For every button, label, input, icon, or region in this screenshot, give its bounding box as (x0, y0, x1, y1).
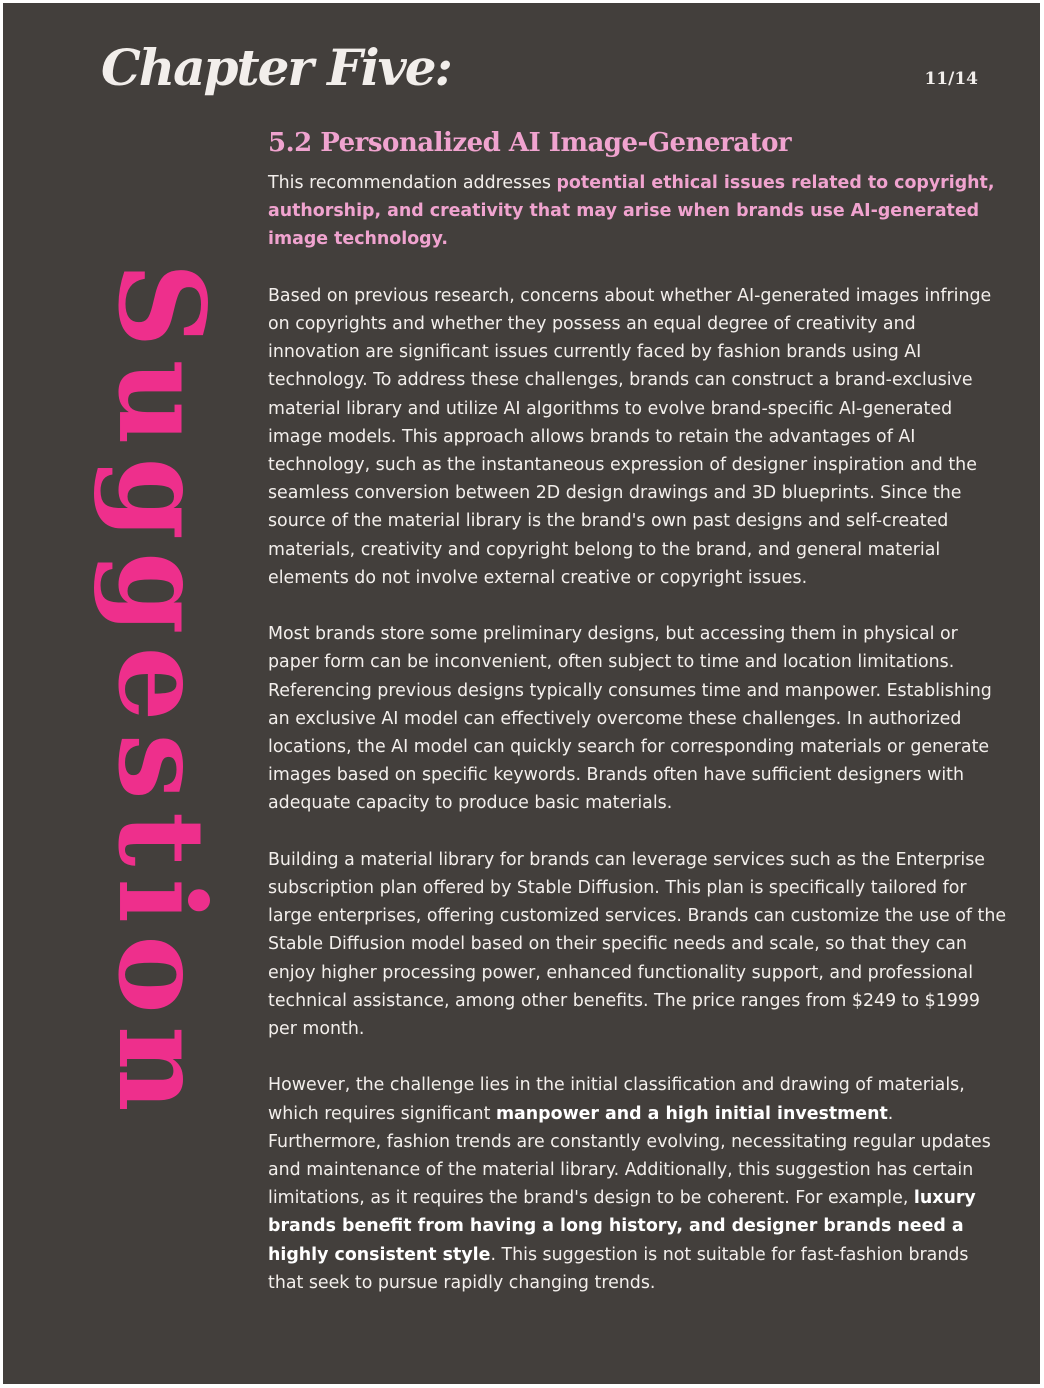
challenges-text-3: . This suggestion is not suitable for fast-fashion brands that seek to pursue rapidly changing trends. (268, 1244, 969, 1293)
challenges-text-2: . Furthermore, fashion trends are constantly evolving, necessitating regular updates and maintenance of the material library. Additionally, this suggestion has certain limitations, as it requires the brand's design to be coherent. For example, (268, 1103, 991, 1209)
intro-paragraph (268, 169, 1008, 254)
challenges-text-1: However, the challenge lies in the initial classification and drawing of materials, which requires significant (268, 1075, 965, 1124)
vertical-section-word: Suggestion (92, 262, 231, 1124)
intro-highlight: potential ethical issues related to copyright, authorship, and creativity that may arise when brands use AI-generated image technology. (268, 173, 995, 250)
intro-text: This recommendation addresses (268, 173, 557, 193)
challenges-bold-1: manpower and a high initial investment (495, 1103, 888, 1124)
paragraph-material-library: Building a material library for brands can leverage services such as the Enterprise subscription plan offered by Stable Diffusion. This plan is specifically tailored for large enterprises, offering customized services. Brands can customize the use of the Stable Diffusion model based on their specific needs and scale, so that they can enjoy higher processing power, enhanced functionality support, and professional technical assistance, among other benefits. The price ranges from $249 to $1999 per month. (268, 849, 1007, 1040)
paragraph-challenges (268, 1071, 1008, 1297)
document-page (3, 3, 1040, 1384)
challenges-bold-2: luxury brands benefit from having a long history, and designer brands need a highly consistent style (268, 1188, 976, 1265)
paragraph-research: Based on previous research, concerns about whether AI-generated images infringe on copyrights and whether they possess an equal degree of creativity and innovation are significant issues currently faced by fashion brands using AI technology. To address these challenges, brands can construct a brand-exclusive material library and utilize AI algorithms to evolve brand-specific AI-generated image models. This approach allows brands to retain the advantages of AI technology, such as the instantaneous expression of designer inspiration and the seamless conversion between 2D design drawings and 3D blueprints. Since the source of the material library is the brand's own past designs and self-created materials, creativity and copyright belong to the brand, and general material elements do not involve external creative or copyright issues. (268, 285, 992, 588)
section-content (268, 123, 1008, 1297)
chapter-title: Chapter Five: (101, 38, 451, 97)
page-number: 11/14 (924, 69, 978, 89)
paragraph-preliminary-designs: Most brands store some preliminary designs, but accessing them in physical or paper form can be inconvenient, often subject to time and location limitations. Referencing previous designs typically consumes time and manpower. Establishing an exclusive AI model can effectively overcome these challenges. In authorized locations, the AI model can quickly search for corresponding materials or generate images based on specific keywords. Brands often have sufficient designers with adequate capacity to produce basic materials. (268, 624, 992, 814)
section-heading: 5.2 Personalized AI Image-Generator (268, 128, 792, 158)
